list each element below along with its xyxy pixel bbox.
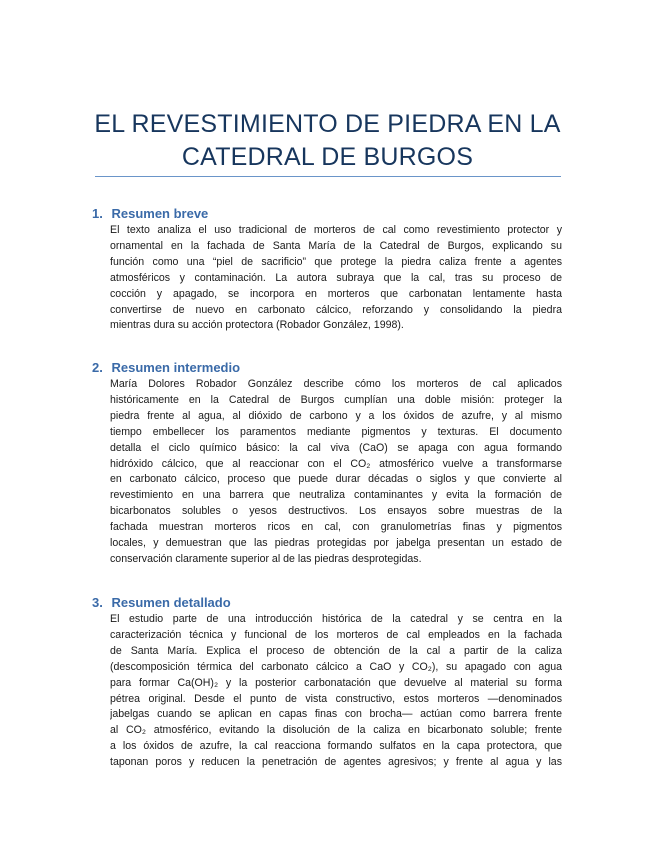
paragraph-line: fachada muestran morteros ricos en cal, con granulometrías finas y pigmentos bbox=[110, 521, 562, 534]
section-paragraph bbox=[92, 377, 562, 568]
section-number: 3. bbox=[92, 595, 103, 610]
paragraph-line: El estudio parte de una introducción histórica de la catedral y se centra en la bbox=[110, 613, 562, 625]
section-title: Resumen intermedio bbox=[111, 360, 241, 375]
paragraph-line: ornamental en la fachada de Santa María de la Catedral de Burgos, explicando su bbox=[110, 239, 562, 252]
section-heading bbox=[92, 594, 562, 612]
section-number: 1. bbox=[92, 206, 103, 221]
paragraph-line: caracterización técnica y funcional de los morteros de cal empleados en la fachada bbox=[110, 628, 562, 641]
paragraph-line: locales, y demuestran que las piedras protegidas por jabelga presentan un estado de bbox=[110, 537, 562, 550]
document-title bbox=[0, 108, 655, 174]
paragraph-line: bicarbonatos solubles o yesos destructivos. Los ensayos sobre muestras de la bbox=[110, 505, 562, 518]
paragraph-line: cocción y apagado, se incorpora en morteros que carbonatan lentamente hasta bbox=[110, 287, 562, 300]
paragraph-line: de Santa María. Explica el proceso de obtención de la cal a partir de la caliza bbox=[110, 644, 562, 657]
paragraph-line: María Dolores Robador González describe cómo los morteros de cal aplicados bbox=[110, 378, 562, 390]
paragraph-line: piedra frente al agua, al dióxido de carbono y a los óxidos de azufre, y al mismo bbox=[110, 409, 562, 422]
paragraph-line: en carbonato cálcico, proceso que puede durar décadas o siglos y que convierte al bbox=[110, 473, 562, 486]
paragraph-line: hidróxido cálcico, que al reaccionar con el CO₂ atmosférico vuelve a transformarse bbox=[110, 457, 562, 470]
paragraph-line: El texto analiza el uso tradicional de morteros de cal como revestimiento protector y bbox=[110, 224, 562, 236]
paragraph-line: al CO₂ atmosférico, evitando la disolución de la caliza en bicarbonato soluble; frente bbox=[110, 724, 562, 737]
paragraph-line: taponan poros y reducen la penetración de agentes agresivos; y frente al agua y las bbox=[110, 756, 562, 769]
section-paragraph bbox=[92, 612, 562, 771]
paragraph-line: históricamente en la Catedral de Burgos cumplían una doble misión: proteger la bbox=[110, 393, 562, 406]
paragraph-line: revestimiento en una barrera que neutraliza contaminantes y evita la formación de bbox=[110, 489, 562, 502]
paragraph-line: a los óxidos de azufre, la cal reacciona formando sulfatos en la capa protectora, que bbox=[110, 740, 562, 753]
title-divider bbox=[95, 176, 561, 177]
title-line-2: CATEDRAL DE BURGOS bbox=[181, 143, 474, 171]
paragraph-line: (descomposición térmica del carbonato cálcico a CaO y CO₂), su apagado con agua bbox=[110, 660, 562, 673]
paragraph-line: jabelgas cuando se aplican en capas finas con brocha— actúan como barrera frente bbox=[110, 708, 562, 721]
paragraph-line: atmosféricos y contaminación. La autora subraya que la cal, tras su proceso de bbox=[110, 271, 562, 284]
paragraph-line: detalla el ciclo químico básico: la cal viva (CaO) se apaga con agua formando bbox=[110, 441, 562, 454]
paragraph-line: para formar Ca(OH)₂ y la posterior carbonatación que devuelve al material su forma bbox=[110, 676, 562, 689]
section-paragraph bbox=[92, 223, 562, 334]
section-title: Resumen detallado bbox=[111, 595, 231, 610]
paragraph-line: función como una “piel de sacrificio” que protege la piedra caliza frente a agentes bbox=[110, 255, 562, 268]
section-number: 2. bbox=[92, 360, 103, 375]
paragraph-line: convertirse de nuevo en carbonato cálcico, reforzando y consolidando la piedra bbox=[110, 303, 562, 316]
paragraph-line: conservación claramente superior al de las piedras desprotegidas. bbox=[110, 552, 422, 565]
title-line-1: EL REVESTIMIENTO DE PIEDRA EN LA bbox=[94, 110, 561, 138]
section-resumen-detallado bbox=[92, 594, 562, 771]
section-resumen-breve bbox=[92, 205, 562, 334]
paragraph-line: mientras dura su acción protectora (Robador González, 1998). bbox=[110, 319, 404, 332]
paragraph-line: tiempo embellecer los paramentos mediante pigmentos y texturas. El documento bbox=[110, 425, 562, 438]
section-resumen-intermedio bbox=[92, 359, 562, 568]
section-heading bbox=[92, 205, 562, 223]
section-heading bbox=[92, 359, 562, 377]
section-title: Resumen breve bbox=[111, 206, 209, 221]
paragraph-line: pétrea original. Desde el punto de vista constructivo, estos morteros —denominados bbox=[110, 692, 562, 705]
